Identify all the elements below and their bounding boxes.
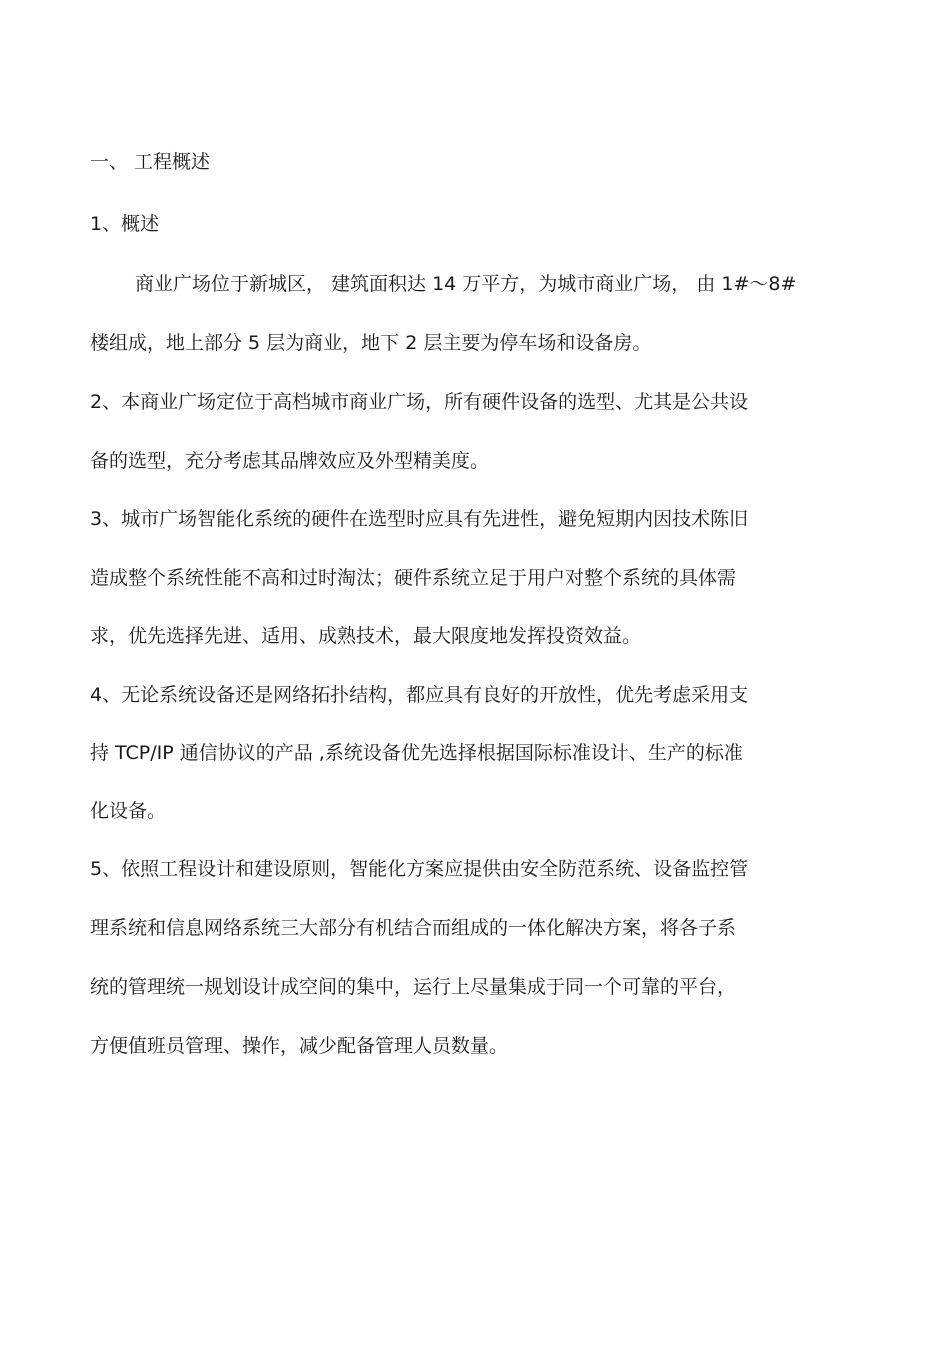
paragraph-line: 化设备。: [90, 800, 167, 822]
paragraph-line: 统的管理统一规划设计成空间的集中，运行上尽量集成于同一个可靠的平台，: [90, 976, 737, 998]
paragraph-line: 备的选型，充分考虑其品牌效应及外型精美度。: [90, 450, 490, 472]
paragraph-line: 方便值班员管理、操作，减少配备管理人员数量。: [90, 1035, 509, 1057]
paragraph-line: 造成整个系统性能不高和过时淘汰；硬件系统立足于用户对整个系统的具体需: [90, 567, 737, 589]
paragraph-line: 5、依照工程设计和建设原则，智能化方案应提供由安全防范系统、设备监控管: [90, 858, 749, 880]
paragraph-line: 4、无论系统设备还是网络拓扑结构，都应具有良好的开放性，优先考虑采用支: [90, 684, 749, 706]
paragraph-line: 楼组成，地上部分 5 层为商业，地下 2 层主要为停车场和设备房。: [90, 332, 652, 354]
paragraph-line: 3、城市广场智能化系统的硬件在选型时应具有先进性，避免短期内因技术陈旧: [90, 508, 749, 530]
paragraph-line: 持 TCP/IP 通信协议的产品 ,系统设备优先选择根据国际标准设计、生产的标准: [90, 742, 743, 764]
section-heading: 一、 工程概述: [90, 151, 211, 173]
subsection-title: 1、概述: [90, 213, 160, 235]
paragraph-line: 理系统和信息网络系统三大部分有机结合而组成的一体化解决方案，将各子系: [90, 917, 737, 939]
paragraph-line: 商业广场位于新城区， 建筑面积达 14 万平方，为城市商业广场， 由 1#～8#: [135, 273, 797, 295]
paragraph-line: 求，优先选择先进、适用、成熟技术，最大限度地发挥投资效益。: [90, 625, 642, 647]
paragraph-line: 2、本商业广场定位于高档城市商业广场，所有硬件设备的选型、尤其是公共设: [90, 391, 749, 413]
